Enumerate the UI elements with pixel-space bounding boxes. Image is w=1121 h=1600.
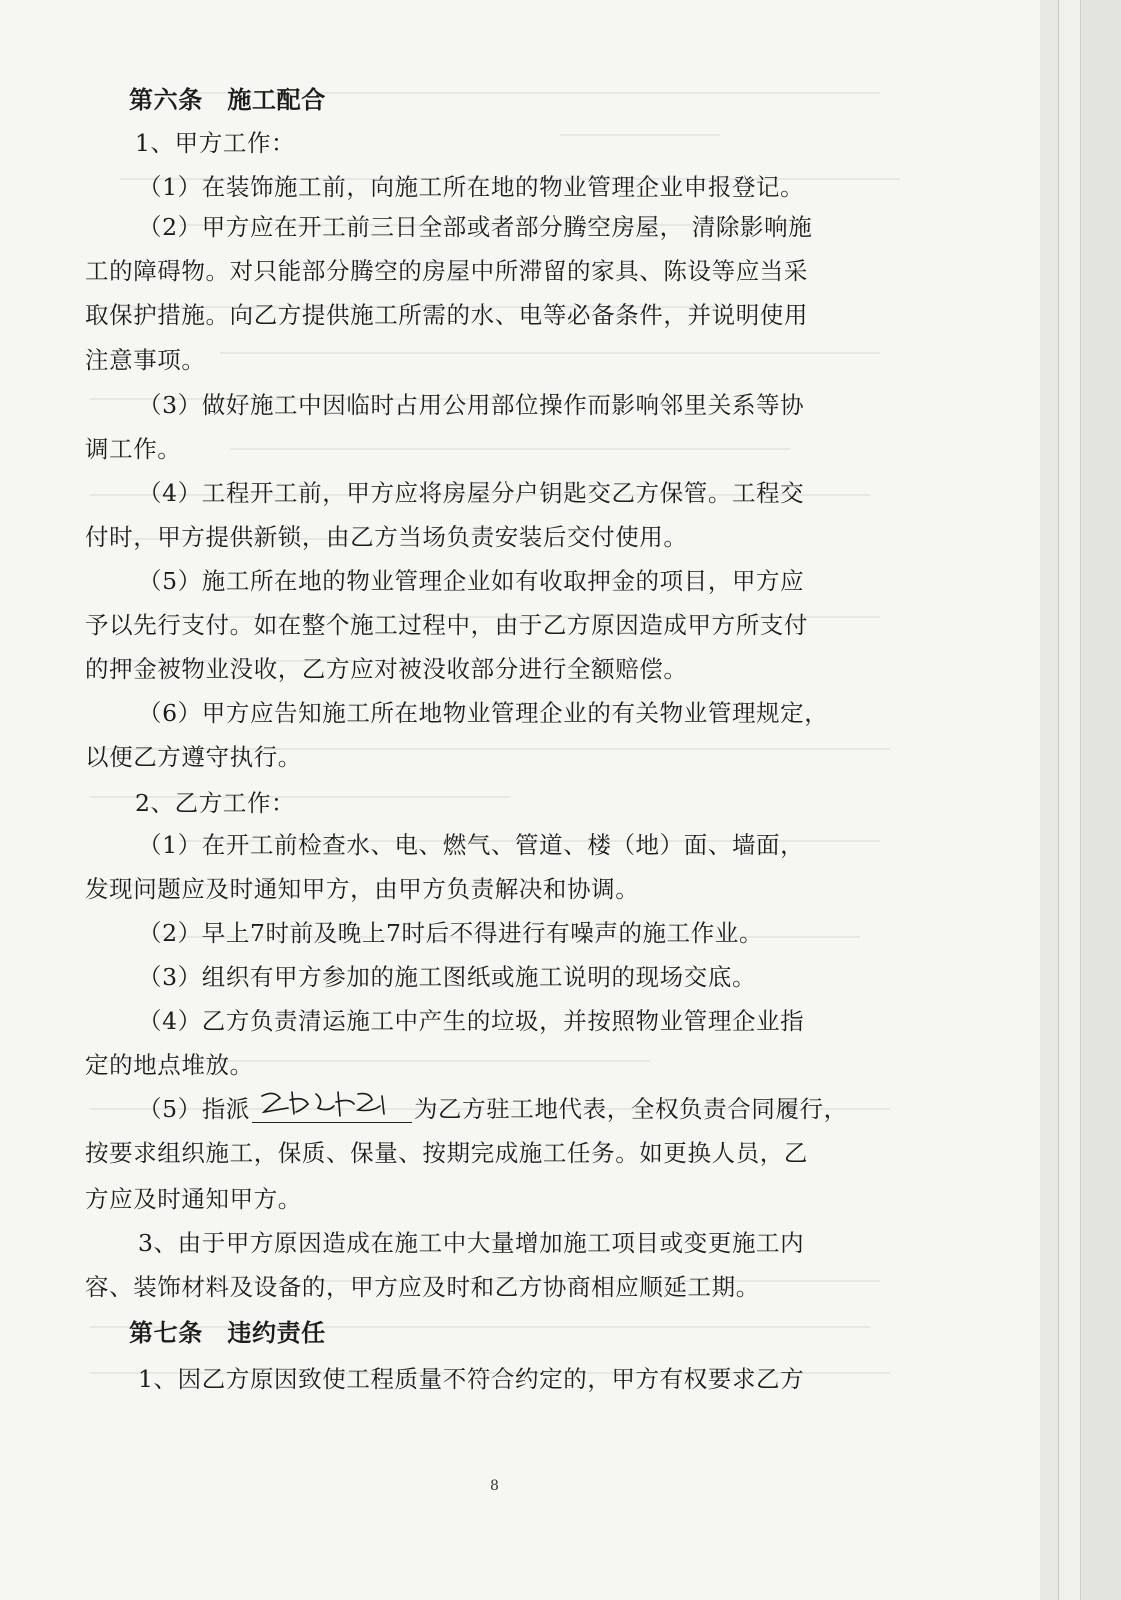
- paragraph-line: 发现问题应及时通知甲方，由甲方负责解决和协调。: [85, 875, 640, 903]
- paragraph-line: （1）在装饰施工前，向施工所在地的物业管理企业申报登记。: [138, 173, 805, 201]
- paragraph-line: 注意事项。: [85, 346, 206, 374]
- paragraph-text: （5）指派: [138, 1095, 250, 1123]
- paragraph-line: （2）甲方应在开工前三日全部或者部分腾空房屋， 清除影响施: [138, 213, 813, 241]
- subsection-label-party-a: 1、甲方工作：: [135, 129, 296, 157]
- paragraph-line: （6）甲方应告知施工所在地物业管理企业的有关物业管理规定，: [138, 699, 829, 727]
- paragraph-line: 1、因乙方原因致使工程质量不符合约定的，甲方有权要求乙方: [138, 1365, 805, 1393]
- page-edge: [1080, 0, 1121, 1600]
- paragraph-line: （2）早上7时前及晚上7时后不得进行有噪声的施工作业。: [138, 919, 764, 947]
- page-edge: [1058, 0, 1081, 1600]
- handwritten-signature-icon: [254, 1086, 404, 1120]
- paragraph-line: （5）施工所在地的物业管理企业如有收取押金的项目，甲方应: [138, 567, 805, 595]
- section-heading-7: 第七条 违约责任: [129, 1318, 326, 1347]
- paragraph-line: 以便乙方遵守执行。: [85, 743, 302, 771]
- paragraph-line: 3、由于甲方原因造成在施工中大量增加施工项目或变更施工内: [138, 1229, 805, 1257]
- paragraph-line: 予以先行支付。如在整个施工过程中，由于乙方原因造成甲方所支付: [85, 611, 808, 639]
- paragraph-line: 按要求组织施工，保质、保量、按期完成施工任务。如更换人员，乙: [85, 1139, 808, 1167]
- page-edge: [1040, 0, 1058, 1600]
- paragraph-line: （3）组织有甲方参加的施工图纸或施工说明的现场交底。: [138, 963, 757, 991]
- paragraph-text: 为乙方驻工地代表，全权负责合同履行，: [413, 1095, 848, 1123]
- paragraph-line: 调工作。: [85, 435, 182, 463]
- paragraph-line: 方应及时通知甲方。: [85, 1185, 302, 1213]
- page-number: 8: [490, 1478, 499, 1494]
- handwritten-signature-field: [252, 1094, 412, 1123]
- paragraph-line: 定的地点堆放。: [85, 1051, 254, 1079]
- paragraph-line: （1）在开工前检查水、电、燃气、管道、楼（地）面、墙面，: [138, 831, 805, 859]
- paragraph-line: （3）做好施工中因临时占用公用部位操作而影响邻里关系等协: [138, 391, 805, 419]
- paragraph-line: 付时，甲方提供新锁，由乙方当场负责安装后交付使用。: [85, 523, 688, 551]
- paragraph-line-with-signature: [138, 1094, 848, 1124]
- section-heading-6: 第六条 施工配合: [129, 85, 326, 114]
- paragraph-line: 容、装饰材料及设备的，甲方应及时和乙方协商相应顺延工期。: [85, 1273, 760, 1301]
- paragraph-line: （4）乙方负责清运施工中产生的垃圾，并按照物业管理企业指: [138, 1007, 805, 1035]
- paragraph-line: 工的障碍物。对只能部分腾空的房屋中所滞留的家具、陈设等应当采: [85, 257, 808, 285]
- paragraph-line: 取保护措施。向乙方提供施工所需的水、电等必备条件，并说明使用: [85, 301, 808, 329]
- paragraph-line: （4）工程开工前，甲方应将房屋分户钥匙交乙方保管。工程交: [138, 479, 805, 507]
- subsection-label-party-b: 2、乙方工作：: [135, 789, 296, 817]
- paragraph-line: 的押金被物业没收，乙方应对被没收部分进行全额赔偿。: [85, 655, 688, 683]
